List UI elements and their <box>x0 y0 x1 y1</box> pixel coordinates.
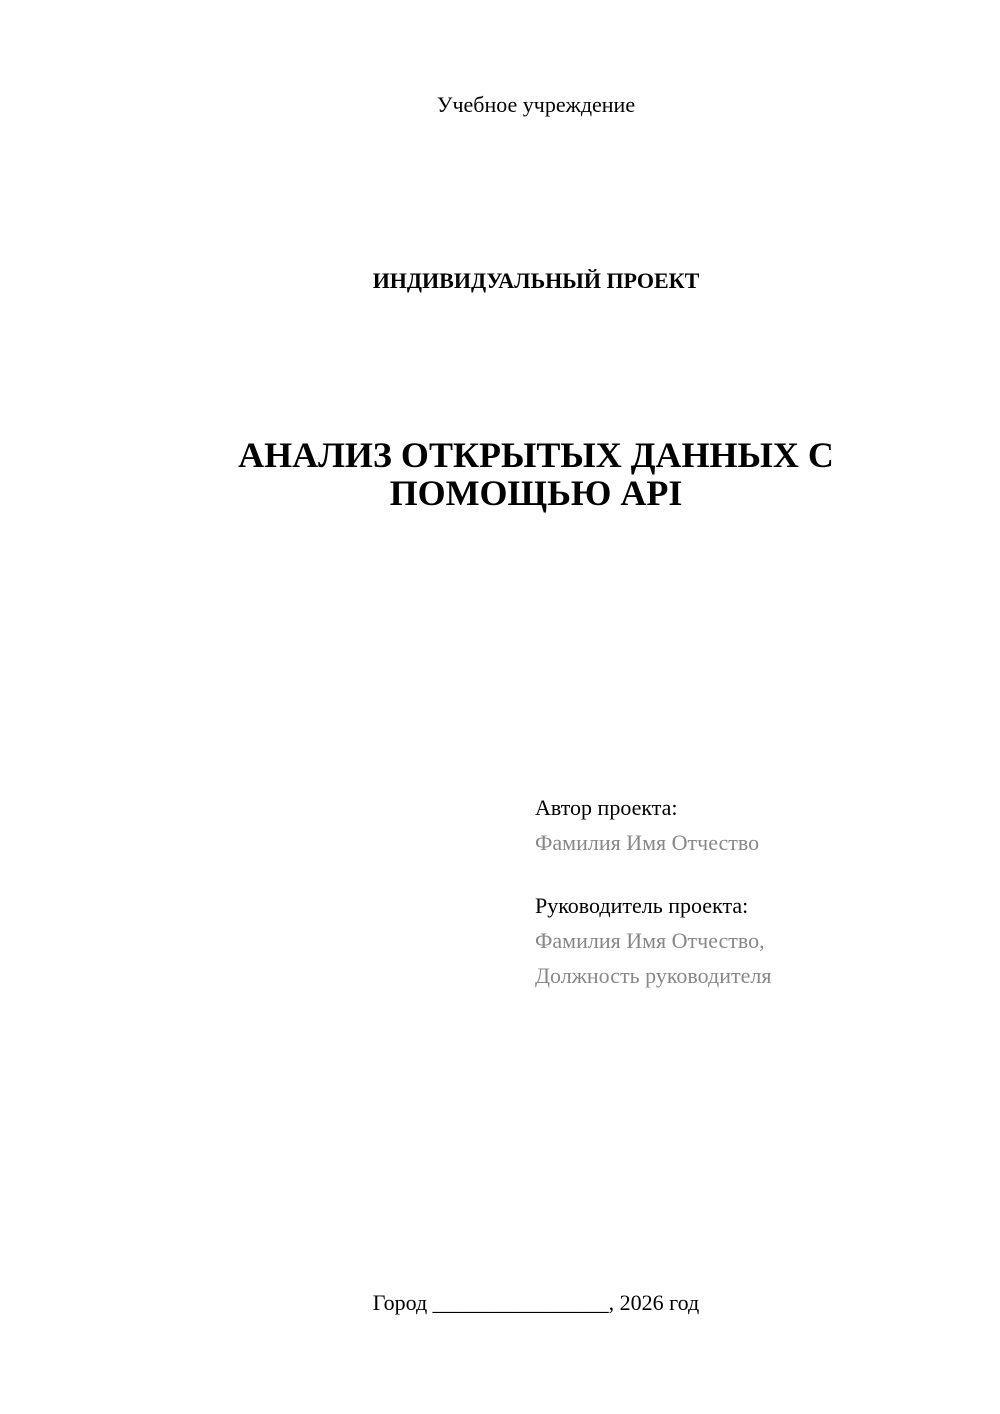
city-year-line: Город ________________, 2026 год <box>372 1290 700 1315</box>
author-label: Автор проекта: <box>535 795 678 820</box>
project-title-line-1: АНАЛИЗ ОТКРЫТЫХ ДАННЫХ С <box>238 435 834 475</box>
project-type-heading: ИНДИВИДУАЛЬНЫЙ ПРОЕКТ <box>372 268 700 293</box>
project-title-line-2: ПОМОЩЬЮ API <box>389 473 683 513</box>
project-title <box>0 436 1000 512</box>
supervisor-name: Фамилия Имя Отчество, <box>535 928 765 953</box>
project-info-block <box>535 790 975 993</box>
supervisor-position: Должность руководителя <box>535 963 772 988</box>
institution-name: Учебное учреждение <box>436 92 636 117</box>
author-name: Фамилия Имя Отчество <box>535 830 760 855</box>
supervisor-label: Руководитель проекта: <box>535 893 749 918</box>
